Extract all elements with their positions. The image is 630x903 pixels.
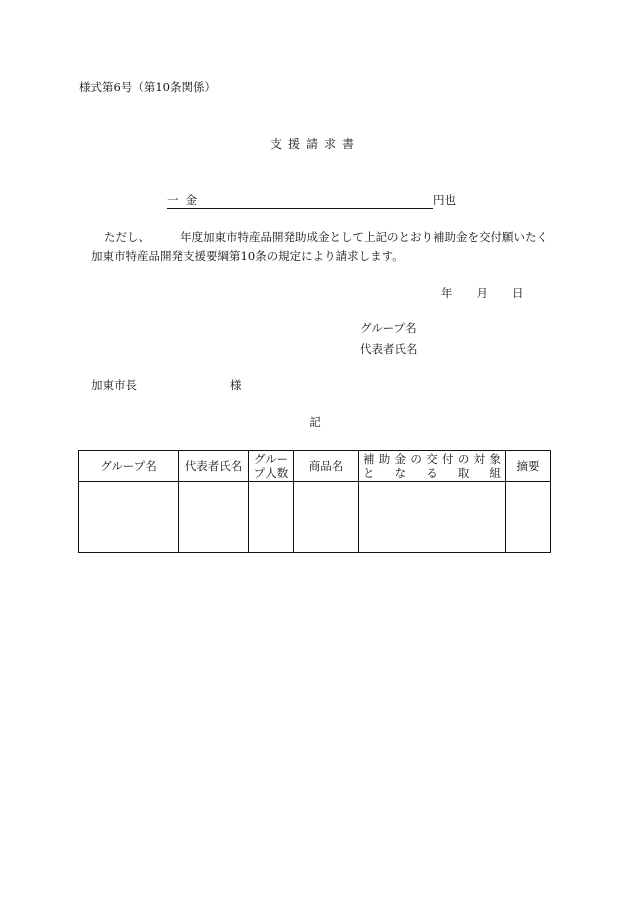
header-headcount-line-1: グルー xyxy=(253,451,289,466)
applicant-representative-label: 代表者氏名 xyxy=(360,342,418,356)
amount-prefix: 一金 xyxy=(167,193,204,207)
page-title: 支援請求書 xyxy=(269,137,360,151)
cell-representative[interactable] xyxy=(179,482,249,553)
header-target-line-2: となる取組 xyxy=(363,466,501,480)
header-representative: 代表者氏名 xyxy=(179,451,249,482)
form-number: 様式第6号（第10条関係） xyxy=(79,80,216,94)
date-month: 月 xyxy=(476,286,488,300)
addressee-honorific: 様 xyxy=(230,378,242,392)
date-day: 日 xyxy=(512,286,524,300)
addressee: 加東市長 xyxy=(91,378,137,392)
ki-label: 記 xyxy=(309,415,321,429)
date-line xyxy=(441,288,524,300)
body-text-line-1 xyxy=(104,232,548,244)
header-headcount-line-2: プ人数 xyxy=(253,466,289,480)
amount-suffix: 円也 xyxy=(433,193,456,207)
cell-headcount[interactable] xyxy=(249,482,294,553)
cell-remarks[interactable] xyxy=(506,482,551,553)
header-target-activity xyxy=(359,451,506,482)
table-header-row xyxy=(79,451,551,482)
header-target-line-1: 補助金の交付の対象 xyxy=(363,451,501,466)
body-text-line-2: 加東市特産品開発支援要綱第10条の規定により請求します。 xyxy=(91,249,404,263)
header-product-name: 商品名 xyxy=(294,451,359,482)
cell-target-activity[interactable] xyxy=(359,482,506,553)
date-year: 年 xyxy=(441,286,453,300)
detail-table xyxy=(78,450,551,553)
body-text-start: ただし、 xyxy=(104,230,150,244)
amount-underline xyxy=(167,208,433,209)
header-remarks: 摘要 xyxy=(506,451,551,482)
header-group-name: グループ名 xyxy=(79,451,179,482)
cell-product-name[interactable] xyxy=(294,482,359,553)
applicant-group-name-label: グループ名 xyxy=(360,321,417,335)
header-headcount xyxy=(249,451,294,482)
table-row xyxy=(79,482,551,553)
cell-group-name[interactable] xyxy=(79,482,179,553)
body-text-rest: 年度加東市特産品開発助成金として上記のとおり補助金を交付願いたく xyxy=(180,230,548,244)
